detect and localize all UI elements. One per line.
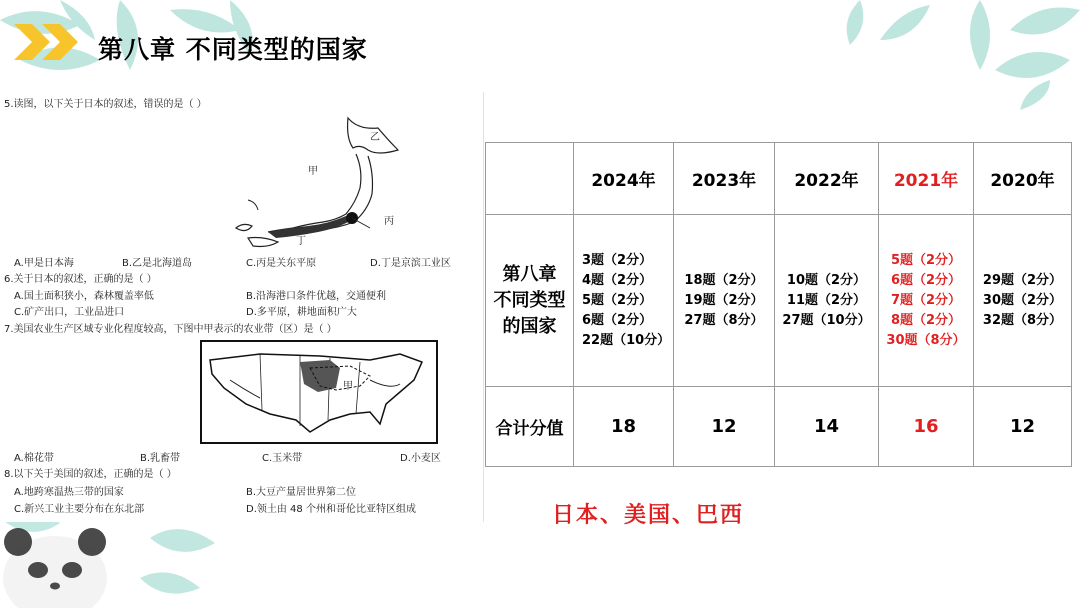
table-sum-row [486, 387, 1072, 467]
q6-option-a: A.国土面积狭小，森林覆盖率低 [14, 291, 154, 302]
countries-note: 日本、美国、巴西 [552, 503, 745, 528]
question-item: 5题（2分） [890, 252, 962, 268]
question-item: 8题（2分） [890, 312, 962, 328]
q8-option-c: C.新兴工业主要分布在东北部 [14, 504, 145, 515]
table-row [486, 215, 1072, 387]
sum-row-label: 合计分值 [486, 387, 574, 467]
question-item: 30题（2分） [982, 292, 1063, 308]
year-header: 2023年 [674, 143, 775, 215]
question-item: 5题（2分） [582, 292, 653, 308]
row-label-line: 第八章 [502, 263, 557, 285]
year-header: 2022年 [775, 143, 879, 215]
question-5-stem: 5.读图，以下关于日本的叙述，错误的是（ ） [4, 99, 207, 110]
q8-option-b: B.大豆产量居世界第二位 [246, 487, 357, 498]
questions-cell-2023 [674, 215, 775, 387]
panda-icon [0, 508, 110, 608]
sum-value: 12 [974, 387, 1072, 467]
usa-map-label-jia: 甲 [343, 381, 353, 392]
leaf-decoration-top-right [820, 0, 1080, 110]
question-item: 6题（2分） [890, 272, 962, 288]
questions-cell-2024 [574, 215, 674, 387]
table-corner-cell [486, 143, 574, 215]
sum-value-highlight: 16 [879, 387, 974, 467]
question-item: 7题（2分） [890, 292, 962, 308]
exam-question-panel [0, 92, 484, 522]
japan-map [228, 110, 428, 250]
q5-option-d: D.丁是京滨工业区 [370, 258, 451, 269]
sum-value: 12 [674, 387, 775, 467]
question-item: 32题（8分） [982, 312, 1063, 328]
q6-option-c: C.矿产出口，工业品进口 [14, 307, 125, 318]
question-6-stem: 6.关于日本的叙述，正确的是（ ） [4, 274, 157, 285]
q6-option-b: B.沿海港口条件优越，交通便利 [246, 291, 387, 302]
map-label-jia: 甲 [308, 166, 318, 177]
table-header-row [486, 143, 1072, 215]
question-item: 11题（2分） [786, 292, 867, 308]
map-label-yi: 乙 [370, 132, 380, 143]
question-item: 4题（2分） [582, 272, 653, 288]
question-item: 29题（2分） [982, 272, 1063, 288]
q8-option-d: D.领土由 48 个州和哥伦比亚特区组成 [246, 504, 416, 515]
questions-cell-2022 [775, 215, 879, 387]
q5-option-c: C.丙是关东平原 [246, 258, 317, 269]
sum-value: 18 [574, 387, 674, 467]
year-header-highlight: 2021年 [879, 143, 974, 215]
question-8-stem: 8.以下关于美国的叙述，正确的是（ ） [4, 469, 177, 480]
question-7-stem: 7.美国农业生产区域专业化程度较高，下图中甲表示的农业带（区）是（ ） [4, 324, 337, 335]
question-item: 27题（10分） [782, 312, 871, 328]
sum-value: 14 [775, 387, 879, 467]
question-item: 6题（2分） [582, 312, 653, 328]
row-label-line: 的国家 [502, 315, 557, 337]
chevron-arrows-icon [12, 22, 88, 62]
exam-score-table [485, 142, 1072, 467]
q6-option-d: D.多平原，耕地面积广大 [246, 307, 357, 318]
map-label-bing: 丙 [384, 216, 394, 227]
q7-option-a: A.棉花带 [14, 453, 54, 464]
q7-option-b: B.乳畜带 [140, 453, 181, 464]
slide-title: 第八章 不同类型的国家 [98, 35, 368, 64]
usa-map [200, 340, 438, 444]
map-label-ding: 丁 [296, 236, 306, 247]
question-item: 3题（2分） [582, 252, 653, 268]
questions-cell-2021 [879, 215, 974, 387]
q7-option-c: C.玉米带 [262, 453, 303, 464]
chapter-row-label [486, 215, 574, 387]
q7-option-d: D.小麦区 [400, 453, 441, 464]
question-item: 30题（8分） [886, 332, 966, 348]
year-header: 2020年 [974, 143, 1072, 215]
question-item: 27题（8分） [684, 312, 764, 328]
question-item: 19题（2分） [684, 292, 764, 308]
question-item: 10题（2分） [786, 272, 867, 288]
question-item: 18题（2分） [684, 272, 764, 288]
q8-option-a: A.地跨寒温热三带的国家 [14, 487, 124, 498]
question-item: 22题（10分） [582, 332, 671, 348]
q5-option-a: A.甲是日本海 [14, 258, 74, 269]
year-header: 2024年 [574, 143, 674, 215]
row-label-line: 不同类型 [493, 289, 566, 311]
q5-option-b: B.乙是北海道岛 [122, 258, 193, 269]
questions-cell-2020 [974, 215, 1072, 387]
